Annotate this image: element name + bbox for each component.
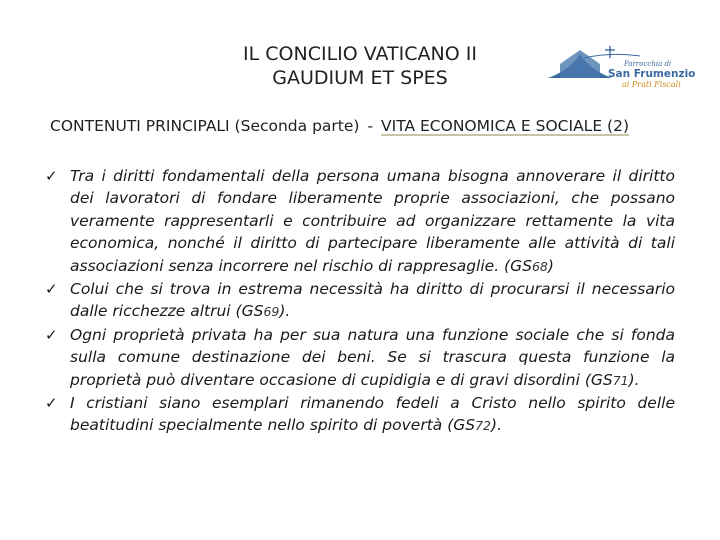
list-item	[45, 278, 675, 324]
section-subtitle	[50, 117, 690, 135]
list-item	[45, 324, 675, 392]
logo-bottom-text: ai Prati Fiscali	[622, 80, 681, 89]
list-item	[45, 392, 675, 438]
parish-logo	[540, 40, 696, 98]
subtitle-separator: -	[367, 117, 374, 135]
reference: (GS72).	[447, 416, 502, 435]
check-icon: ✓	[45, 280, 58, 299]
bullet-text: Tra i diritti fondamentali della persona umana bisogna annoverare il diritto dei lavoratori di fondare liberamente proprie associazioni, che possano veramente rappresentarli e contribuire ad organizzare rettamente la vita economica, nonché il diritto di partecipare liberamente alle attività di tali associazioni senza incorrere nel rischio di rappresaglie.	[70, 167, 675, 275]
title-line-2: GAUDIUM ET SPES	[272, 67, 448, 89]
check-icon: ✓	[45, 167, 58, 185]
check-icon: ✓	[45, 325, 58, 344]
title-line-1: IL CONCILIO VATICANO II	[243, 43, 477, 65]
bullet-text: I cristiani siano esemplari rimanendo fedeli a Cristo nello spirito delle beatitudini specialmente nello spirito di povertà	[70, 394, 675, 435]
page-title	[160, 42, 560, 90]
logo-top-text: Parrocchia di	[624, 60, 672, 68]
list-item	[45, 165, 675, 278]
subtitle-topic: VITA ECONOMICA E SOCIALE (2)	[381, 117, 629, 135]
reference: (GS69).	[235, 302, 291, 321]
bullet-list	[45, 165, 675, 438]
reference: (GS68)	[504, 256, 554, 275]
bullet-text: Colui che si trova in estrema necessità ha diritto di procurarsi il necessario dalle ricchezze altrui	[70, 280, 675, 321]
reference: (GS71).	[584, 370, 640, 389]
subtitle-left: CONTENUTI PRINCIPALI (Seconda parte)	[50, 117, 360, 135]
logo-name: San Frumenzio	[608, 68, 696, 80]
check-icon: ✓	[45, 394, 58, 413]
bullet-text: Ogni proprietà privata ha per sua natura una funzione sociale che si fonda sulla comune destinazione dei beni. Se si trascura questa funzione la proprietà può diventare occasione di cupidigia e di gravi disordini	[70, 325, 675, 389]
